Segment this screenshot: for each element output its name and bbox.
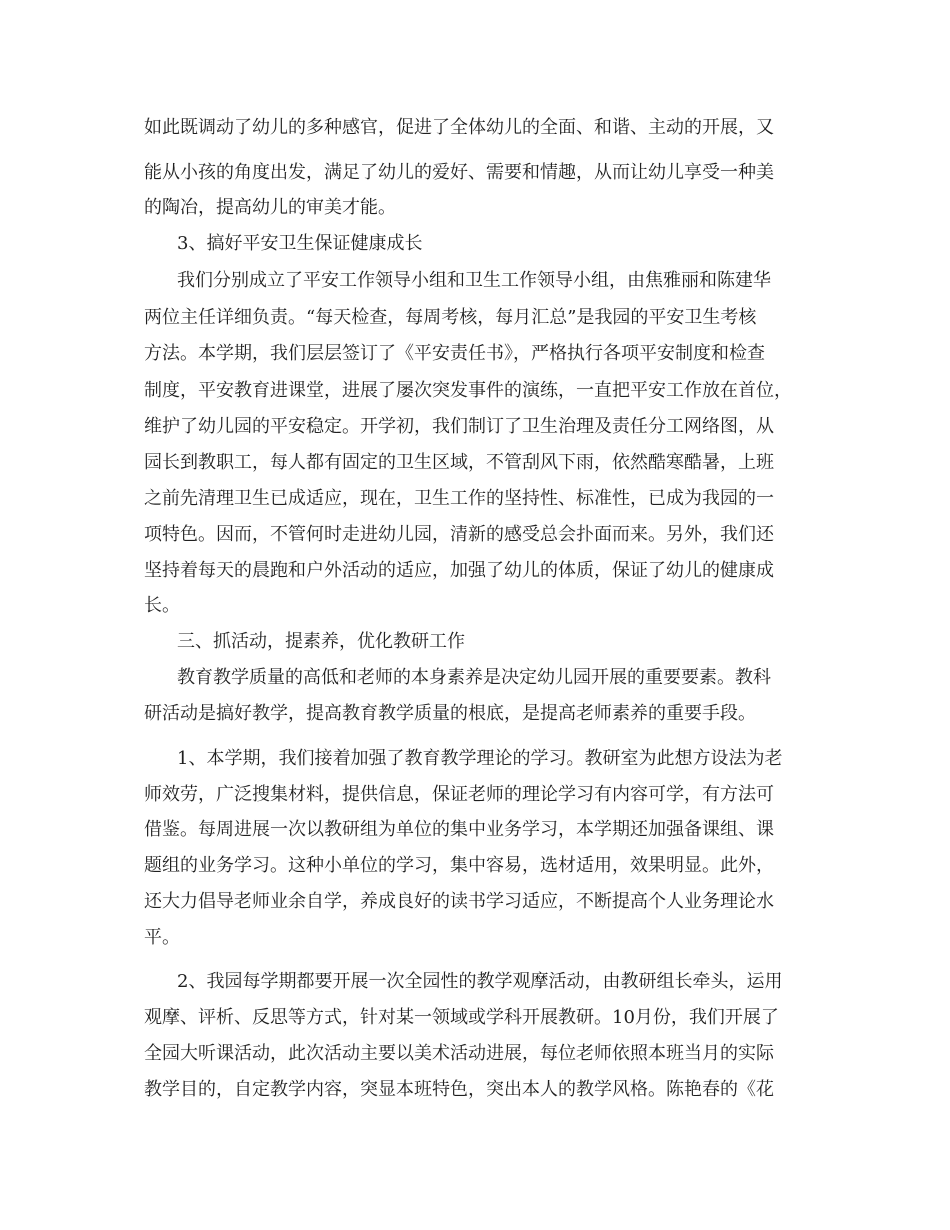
text-line: 师效劳，广泛搜集材料，提供信息，保证老师的理论学习有内容可学，有方法可 [144, 784, 774, 805]
text-line: 全园大听课活动，此次活动主要以美术活动进展，每位老师依照本班当月的实际 [144, 1043, 774, 1064]
text-line: 能从小孩的角度出发，满足了幼儿的爱好、需要和情趣，从而让幼儿享受一种美 [144, 162, 774, 183]
text-line: 坚持着每天的晨跑和户外活动的适应，加强了幼儿的体质，保证了幼儿的健康成 [144, 560, 774, 581]
section-heading: 3、搞好平安卫生保证健康成长 [177, 233, 423, 254]
text-line: 还大力倡导老师业余自学，养成良好的读书学习适应，不断提高个人业务理论水 [144, 891, 774, 912]
text-line: 项特色。因而，不管何时走进幼儿园，清新的感受总会扑面而来。另外，我们还 [144, 524, 774, 545]
text-line: 制度，平安教育进课堂，进展了屡次突发事件的演练，一直把平安工作放在首位， [144, 380, 792, 401]
text-line: 观摩、评析、反思等方式，针对某一领域或学科开展教研。10月份，我们开展了 [144, 1007, 779, 1028]
text-line: 两位主任详细负责。“每天检查，每周考核，每月汇总”是我园的平安卫生考核 [144, 307, 757, 328]
text-line: 之前先清理卫生已成适应，现在，卫生工作的坚持性、标准性，已成为我园的一 [144, 488, 774, 509]
text-line: 研活动是搞好教学，提高教育教学质量的根底，是提高老师素养的重要手段。 [144, 703, 756, 724]
text-line: 教学目的，自定教学内容，突显本班特色，突出本人的教学风格。陈艳春的《花 [144, 1079, 774, 1100]
text-line: 1、本学期，我们接着加强了教育教学理论的学习。教研室为此想方设法为老 [177, 748, 783, 769]
text-line: 我们分别成立了平安工作领导小组和卫生工作领导小组，由焦雅丽和陈建华 [177, 270, 771, 291]
text-line: 长。 [144, 595, 180, 616]
text-line: 题组的业务学习。这种小单位的学习，集中容易，选材适用，效果明显。此外， [144, 855, 774, 876]
text-line: 如此既调动了幼儿的多种感官，促进了全体幼儿的全面、和谐、主动的开展，又 [144, 117, 774, 138]
text-line: 平。 [144, 927, 180, 948]
text-line: 借鉴。每周进展一次以教研组为单位的集中业务学习，本学期还加强备课组、课 [144, 819, 774, 840]
text-line: 维护了幼儿园的平安稳定。开学初，我们制订了卫生治理及责任分工网络图，从 [144, 416, 774, 437]
text-line: 2、我园每学期都要开展一次全园性的教学观摩活动，由教研组长牵头，运用 [177, 971, 783, 992]
text-line: 的陶冶，提高幼儿的审美才能。 [144, 197, 396, 218]
text-line: 方法。本学期，我们层层签订了《平安责任书》，严格执行各项平安制度和检查 [144, 343, 765, 364]
text-line: 教育教学质量的高低和老师的本身素养是决定幼儿园开展的重要要素。教科 [177, 667, 771, 688]
section-heading: 三、抓活动，提素养，优化教研工作 [177, 631, 465, 652]
text-line: 园长到教职工，每人都有固定的卫生区域，不管刮风下雨，依然酷寒酷暑，上班 [144, 452, 774, 473]
